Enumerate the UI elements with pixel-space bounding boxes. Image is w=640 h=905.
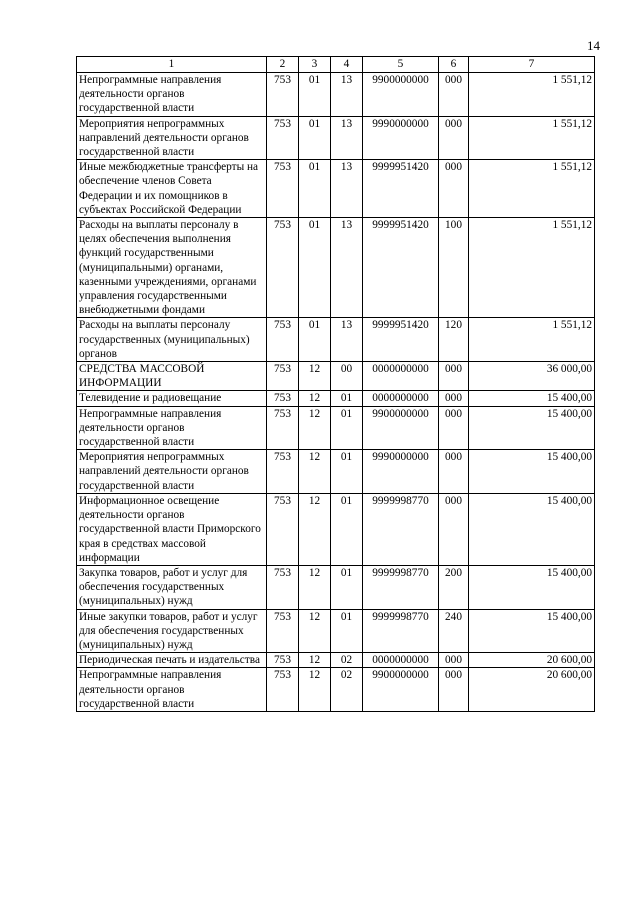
row-col-4-cell: 01 xyxy=(331,565,363,609)
row-col-6-cell: 240 xyxy=(439,609,469,653)
table-row xyxy=(77,565,595,609)
row-col-3-cell: 12 xyxy=(299,668,331,712)
row-col-5-cell: 9990000000 xyxy=(363,450,439,494)
row-col-2-cell: 753 xyxy=(267,609,299,653)
table-row xyxy=(77,609,595,653)
row-col-2-cell: 753 xyxy=(267,391,299,406)
row-col-2-cell: 753 xyxy=(267,160,299,218)
row-col-3-cell: 01 xyxy=(299,160,331,218)
row-col-2-cell: 753 xyxy=(267,318,299,362)
row-col-4-cell: 13 xyxy=(331,160,363,218)
row-col-5-cell: 9999951420 xyxy=(363,218,439,318)
row-col-6-cell: 000 xyxy=(439,406,469,450)
table-body xyxy=(77,73,595,712)
row-amount-cell: 36 000,00 xyxy=(469,362,595,391)
row-col-6-cell: 000 xyxy=(439,116,469,160)
row-col-6-cell: 000 xyxy=(439,493,469,565)
row-amount-cell: 15 400,00 xyxy=(469,609,595,653)
table-row xyxy=(77,391,595,406)
row-col-5-cell: 9999998770 xyxy=(363,609,439,653)
row-col-5-cell: 0000000000 xyxy=(363,391,439,406)
row-col-4-cell: 01 xyxy=(331,609,363,653)
row-col-4-cell: 02 xyxy=(331,653,363,668)
row-col-2-cell: 753 xyxy=(267,668,299,712)
row-col-3-cell: 12 xyxy=(299,362,331,391)
row-amount-cell: 15 400,00 xyxy=(469,565,595,609)
row-amount-cell: 20 600,00 xyxy=(469,668,595,712)
row-col-6-cell: 120 xyxy=(439,318,469,362)
table-row xyxy=(77,218,595,318)
row-name-cell: Непрограммные направления деятельности органов государственной власти xyxy=(77,73,267,117)
row-name-cell: Иные закупки товаров, работ и услуг для обеспечения государственных (муниципальных) нужд xyxy=(77,609,267,653)
row-col-4-cell: 13 xyxy=(331,116,363,160)
table-row xyxy=(77,653,595,668)
row-name-cell: Расходы на выплаты персоналу государственных (муниципальных) органов xyxy=(77,318,267,362)
row-col-6-cell: 000 xyxy=(439,362,469,391)
header-col-2: 2 xyxy=(267,57,299,73)
table-row xyxy=(77,160,595,218)
row-col-3-cell: 01 xyxy=(299,318,331,362)
row-col-4-cell: 13 xyxy=(331,73,363,117)
row-col-4-cell: 13 xyxy=(331,318,363,362)
row-col-5-cell: 9900000000 xyxy=(363,73,439,117)
row-col-3-cell: 12 xyxy=(299,391,331,406)
row-name-cell: Иные межбюджетные трансферты на обеспечение членов Совета Федерации и их помощников в субъектах Российской Федерации xyxy=(77,160,267,218)
row-col-3-cell: 01 xyxy=(299,73,331,117)
row-col-5-cell: 9999951420 xyxy=(363,160,439,218)
table-row xyxy=(77,493,595,565)
row-name-cell: Телевидение и радиовещание xyxy=(77,391,267,406)
row-name-cell: Непрограммные направления деятельности органов государственной власти xyxy=(77,406,267,450)
row-col-2-cell: 753 xyxy=(267,362,299,391)
table-row xyxy=(77,450,595,494)
row-col-6-cell: 000 xyxy=(439,450,469,494)
header-col-3: 3 xyxy=(299,57,331,73)
row-name-cell: Мероприятия непрограммных направлений деятельности органов государственной власти xyxy=(77,450,267,494)
row-col-6-cell: 000 xyxy=(439,73,469,117)
row-col-4-cell: 13 xyxy=(331,218,363,318)
row-col-2-cell: 753 xyxy=(267,493,299,565)
row-amount-cell: 15 400,00 xyxy=(469,493,595,565)
row-amount-cell: 15 400,00 xyxy=(469,391,595,406)
row-col-2-cell: 753 xyxy=(267,73,299,117)
row-name-cell: Расходы на выплаты персоналу в целях обеспечения выполнения функций государственными (муниципальными) органами, казенными учреждениями, органами управления государственными внебюджетными фондами xyxy=(77,218,267,318)
row-col-3-cell: 12 xyxy=(299,609,331,653)
row-col-5-cell: 9999998770 xyxy=(363,493,439,565)
header-col-6: 6 xyxy=(439,57,469,73)
row-col-2-cell: 753 xyxy=(267,116,299,160)
row-col-5-cell: 9999998770 xyxy=(363,565,439,609)
row-col-3-cell: 12 xyxy=(299,493,331,565)
row-name-cell: Периодическая печать и издательства xyxy=(77,653,267,668)
table-row xyxy=(77,362,595,391)
row-name-cell: Непрограммные направления деятельности органов государственной власти xyxy=(77,668,267,712)
table-row xyxy=(77,406,595,450)
row-col-3-cell: 12 xyxy=(299,450,331,494)
row-col-3-cell: 12 xyxy=(299,565,331,609)
row-col-3-cell: 12 xyxy=(299,406,331,450)
row-col-4-cell: 02 xyxy=(331,668,363,712)
row-col-4-cell: 01 xyxy=(331,450,363,494)
header-col-7: 7 xyxy=(469,57,595,73)
row-col-5-cell: 0000000000 xyxy=(363,653,439,668)
row-amount-cell: 1 551,12 xyxy=(469,160,595,218)
row-amount-cell: 15 400,00 xyxy=(469,450,595,494)
table-row xyxy=(77,668,595,712)
row-name-cell: Закупка товаров, работ и услуг для обеспечения государственных (муниципальных) нужд xyxy=(77,565,267,609)
row-col-4-cell: 01 xyxy=(331,391,363,406)
row-amount-cell: 20 600,00 xyxy=(469,653,595,668)
row-col-4-cell: 00 xyxy=(331,362,363,391)
header-col-4: 4 xyxy=(331,57,363,73)
row-amount-cell: 15 400,00 xyxy=(469,406,595,450)
row-amount-cell: 1 551,12 xyxy=(469,318,595,362)
row-col-2-cell: 753 xyxy=(267,450,299,494)
row-col-5-cell: 0000000000 xyxy=(363,362,439,391)
header-col-1: 1 xyxy=(77,57,267,73)
row-col-6-cell: 000 xyxy=(439,391,469,406)
row-col-2-cell: 753 xyxy=(267,406,299,450)
row-col-3-cell: 01 xyxy=(299,218,331,318)
row-col-4-cell: 01 xyxy=(331,406,363,450)
row-col-6-cell: 000 xyxy=(439,668,469,712)
row-col-6-cell: 200 xyxy=(439,565,469,609)
row-col-5-cell: 9900000000 xyxy=(363,668,439,712)
table-row xyxy=(77,318,595,362)
row-col-6-cell: 000 xyxy=(439,160,469,218)
header-col-5: 5 xyxy=(363,57,439,73)
page-number: 14 xyxy=(587,38,600,53)
table-row xyxy=(77,73,595,117)
table-header-row xyxy=(77,57,595,73)
row-col-4-cell: 01 xyxy=(331,493,363,565)
row-col-3-cell: 12 xyxy=(299,653,331,668)
table-row xyxy=(77,116,595,160)
row-amount-cell: 1 551,12 xyxy=(469,218,595,318)
row-amount-cell: 1 551,12 xyxy=(469,73,595,117)
row-col-2-cell: 753 xyxy=(267,565,299,609)
row-name-cell: СРЕДСТВА МАССОВОЙ ИНФОРМАЦИИ xyxy=(77,362,267,391)
budget-table xyxy=(76,56,595,712)
row-col-6-cell: 000 xyxy=(439,653,469,668)
row-amount-cell: 1 551,12 xyxy=(469,116,595,160)
row-col-6-cell: 100 xyxy=(439,218,469,318)
row-col-5-cell: 9990000000 xyxy=(363,116,439,160)
row-col-2-cell: 753 xyxy=(267,653,299,668)
row-name-cell: Информационное освещение деятельности органов государственной власти Приморского края в средствах массовой информации xyxy=(77,493,267,565)
row-col-2-cell: 753 xyxy=(267,218,299,318)
row-col-3-cell: 01 xyxy=(299,116,331,160)
row-col-5-cell: 9999951420 xyxy=(363,318,439,362)
row-col-5-cell: 9900000000 xyxy=(363,406,439,450)
row-name-cell: Мероприятия непрограммных направлений деятельности органов государственной власти xyxy=(77,116,267,160)
